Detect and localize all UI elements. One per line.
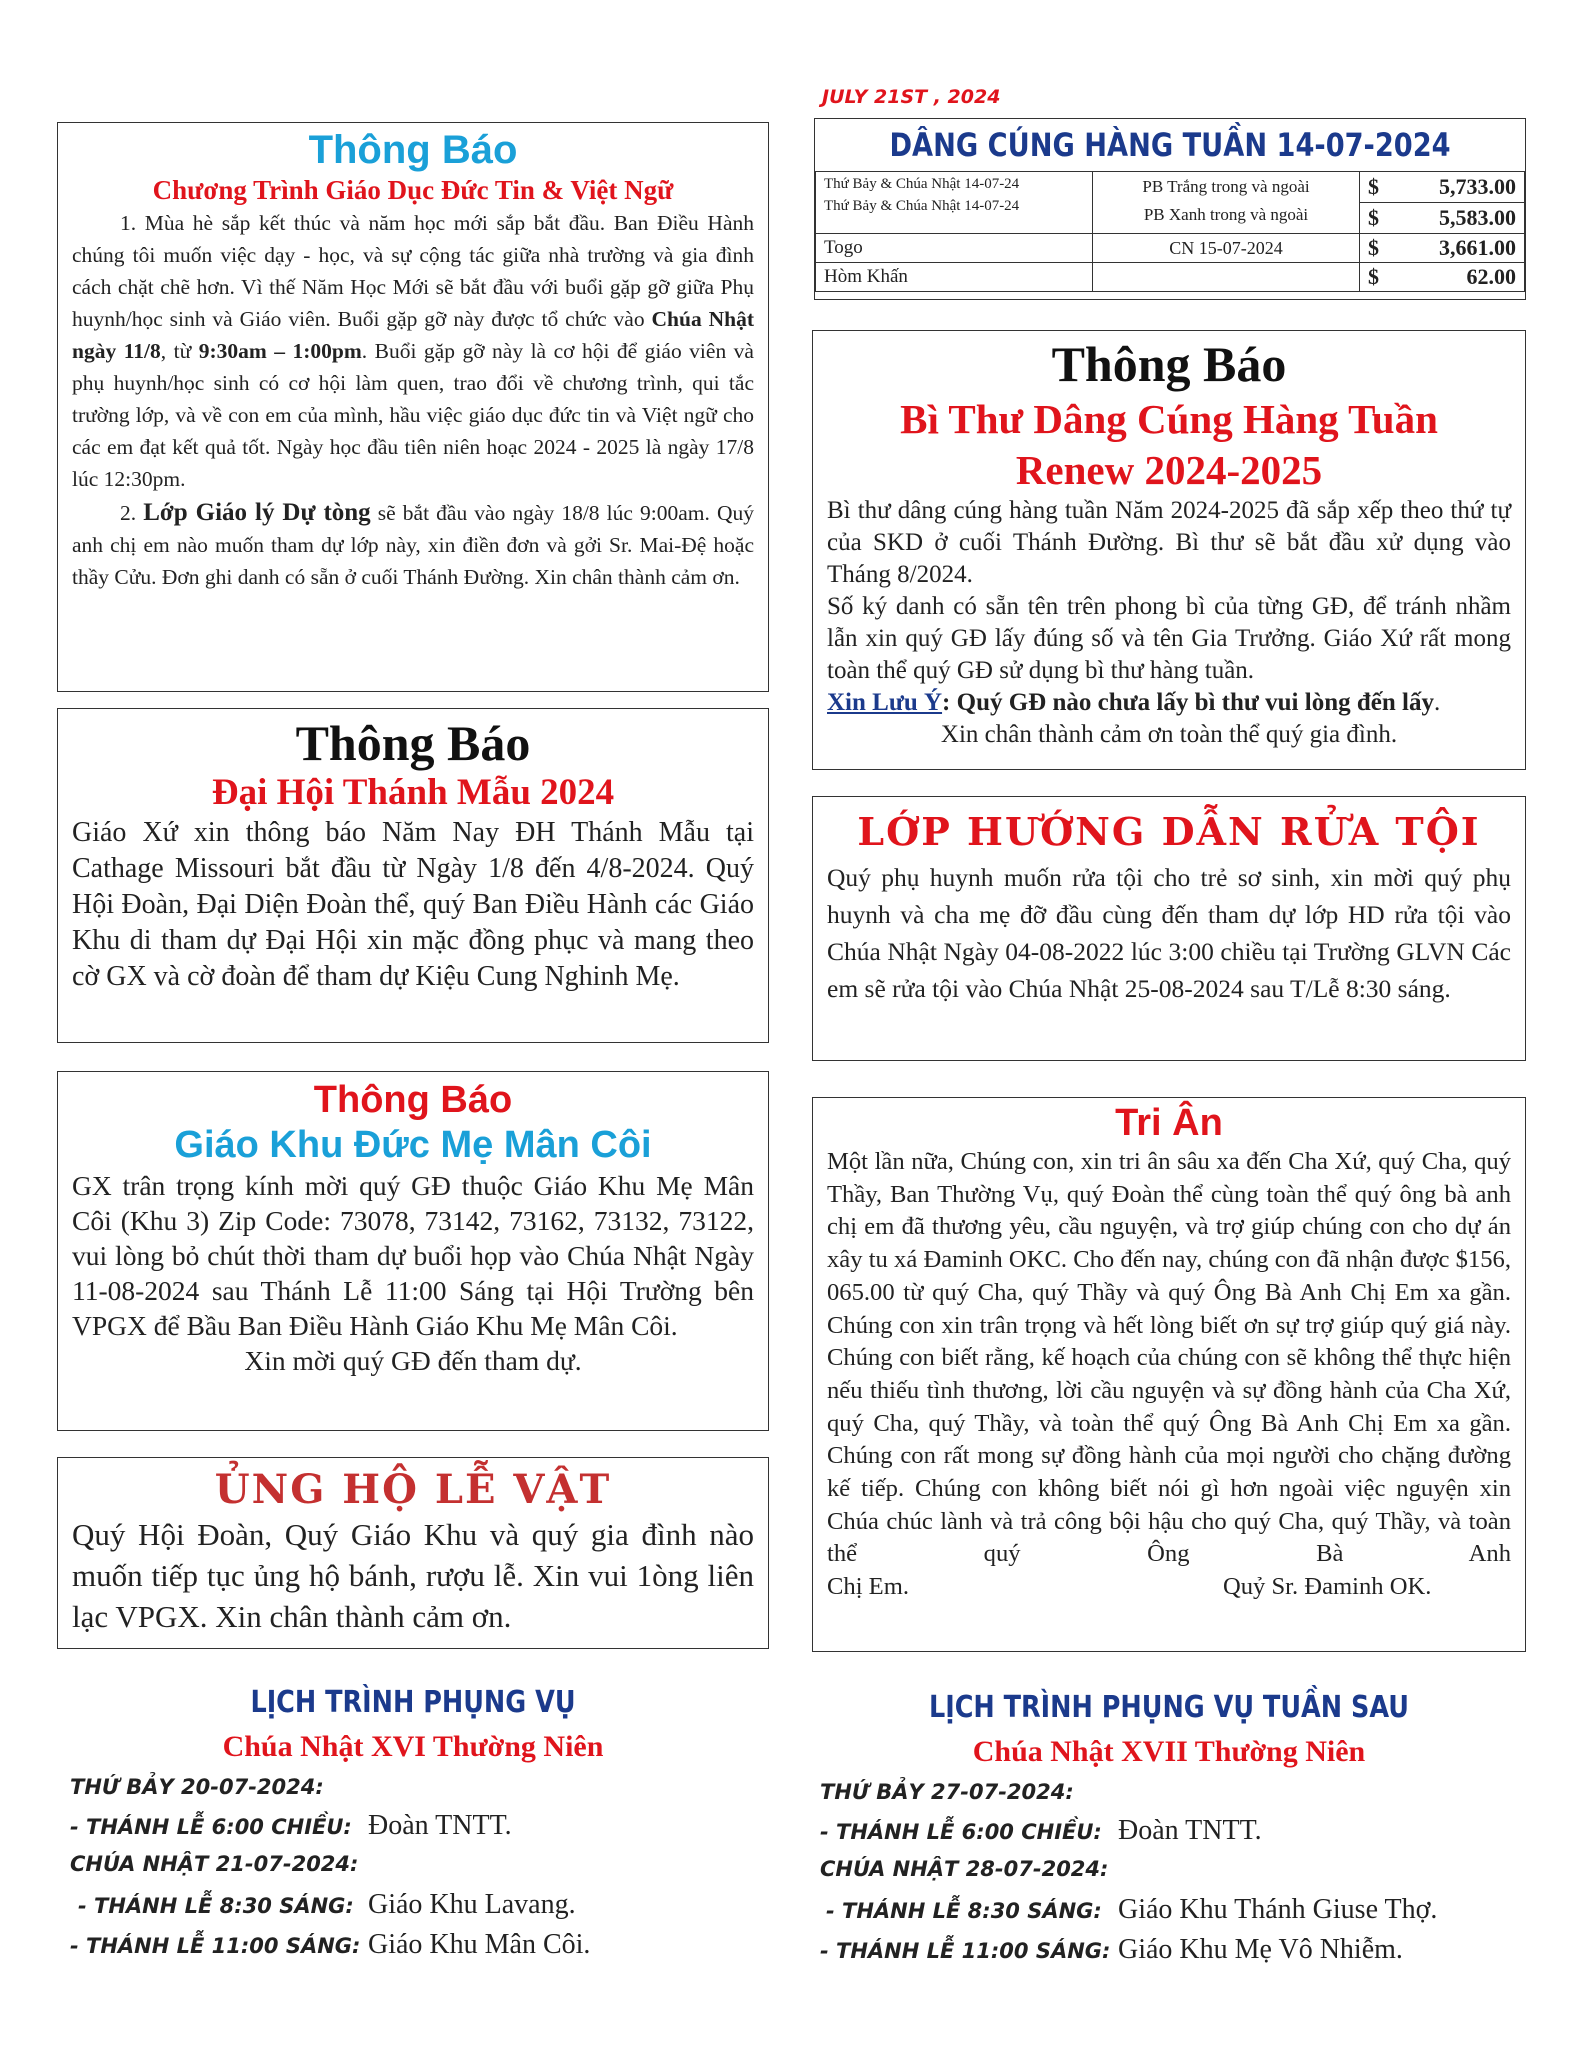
donation-row2-type: PB Xanh trong và ngoài (1143, 205, 1309, 224)
donation-row3-type: CN 15-07-2024 (1093, 234, 1360, 263)
envelope-paragraph-1: Bì thư dâng cúng hàng tuần Năm 2024-2025 đã sắp xếp theo thứ tự của SKD ở cuối Thánh Đường. Bì thư sẽ bắt đầu xử dụng vào Tháng 8/2024. (827, 497, 1511, 588)
gratitude-last-line: Chị Em. (827, 1573, 909, 1601)
offerings-announcement (57, 1457, 769, 1649)
schedule-left-mass2-value: Giáo Khu Lavang. (368, 1889, 576, 1920)
baptism-class-text: Quý phụ huynh muốn rửa tội cho trẻ sơ sinh, xin mời quý phụ huynh và cha mẹ đỡ đầu cùng đến tham dự lớp HD rửa tội vào Chúa Nhật Ngày 04-08-2022 lúc 3:00 chiều tại Trường GLVN Các em sẽ rửa tội vào Chúa Nhật 25-08-2024 sau T/Lễ 8:30 sáng. (827, 863, 1511, 1003)
donation-row4-type (1093, 263, 1360, 292)
donation-row3-amount: 3,661.00 (1439, 235, 1516, 260)
envelope-note-text: : Quý GĐ nào chưa lấy bì thư vui lòng đến lấy (942, 689, 1434, 716)
envelope-subtitle-1: Bì Thư Dâng Cúng Hàng Tuần (900, 396, 1438, 442)
donation-row3-label: Togo (816, 234, 1093, 263)
gratitude-announcement (812, 1097, 1526, 1652)
table-row (816, 263, 1525, 292)
schedule-right-mass3-label: - THÁNH LỄ 11:00 SÁNG: (820, 1939, 1111, 1963)
marian-days-text: Giáo Xứ xin thông báo Năm Nay ĐH Thánh Mẫu tại Cathage Missouri bắt đầu từ Ngày 1/8 đến 4/8-2024. Quý Hội Đoàn, Đại Diện Đoàn thể, quý Ban Điều Hành các Giáo Khu di tham dự Đại Hội xin mặc đồng phục và mang theo cờ GX và cờ đoàn để tham dự Kiệu Cung Nghinh Mẹ. (72, 817, 754, 992)
schedule-right-mass2-label: - THÁNH LỄ 8:30 SÁNG: (826, 1899, 1102, 1923)
schedule-right-mass3-value: Giáo Khu Mẹ Vô Nhiễm. (1118, 1934, 1403, 1965)
education-subtitle: Chương Trình Giáo Dục Đức Tin & Việt Ngữ (152, 175, 674, 205)
schedule-right-title: LỊCH TRÌNH PHỤNG VỤ TUẦN SAU (928, 1690, 1410, 1725)
schedule-left-mass2 (78, 1889, 576, 1921)
donations-table (815, 171, 1525, 292)
currency-sign: $ (1368, 235, 1379, 260)
rosary-zone-closing: Xin mời quý GĐ đến tham dự. (244, 1345, 582, 1376)
schedule-left-mass1 (70, 1810, 512, 1842)
education-p2-class: Lớp Giáo lý Dự tòng (143, 499, 371, 526)
envelope-closing: Xin chân thành cảm ơn toàn thể quý gia đình. (940, 721, 1398, 748)
donation-row2-amount: 5,583.00 (1439, 205, 1516, 230)
education-paragraph-2 (72, 497, 754, 593)
education-p1-text-b: , từ (160, 339, 199, 363)
currency-sign: $ (1368, 205, 1379, 230)
marian-days-announcement (57, 708, 769, 1043)
baptism-class-title: LỚP HƯỚNG DẪN RỬA TỘI (857, 809, 1481, 854)
donation-row1-amount: 5,733.00 (1439, 174, 1516, 199)
table-row (816, 234, 1525, 263)
schedule-left-mass1-label: - THÁNH LỄ 6:00 CHIỀU: (70, 1815, 352, 1839)
donation-row4-label: Hòm Khấn (816, 263, 1093, 292)
education-p1-text-c: . Buổi gặp gỡ này là cơ hội để giáo viên và phụ huynh/học sinh có cơ hội làm quen, trao đổi về chương trình, qui tắc trường lớp, và về con em của mình, hầu việc giáo dục đức tin và Việt ngữ cho các em đạt kết quả tốt. Ngày học đầu tiên niên hoạc 2024 - 2025 là ngày 17/8 lúc 12:30pm. (72, 339, 754, 491)
education-p1-time: 9:30am – 1:00pm (198, 339, 362, 363)
education-p2-text: sẽ bắt đầu vào ngày 18/8 lúc 9:00am. Quý anh chị em nào muốn tham dự lớp này, xin điền đơn và gởi Sr. Mai-Đệ hoặc thầy Cửu. Đơn ghi danh có sẵn ở cuối Thánh Đường. Xin chân thành cảm ơn. (72, 501, 755, 589)
envelope-subtitle-2: Renew 2024-2025 (1015, 447, 1323, 493)
donation-row1-label: Thứ Bảy & Chúa Nhật 14-07-24 (824, 176, 1020, 192)
offerings-text: Quý Hội Đoàn, Quý Giáo Khu và quý gia đình nào muốn tiếp tục ủng hộ bánh, rượu lễ. Xin vui 1òng liên lạc VPGX. Xin chân thành cảm ơn. (72, 1517, 754, 1634)
education-paragraph-1 (72, 207, 754, 495)
donation-row1-type: PB Trắng trong và ngoài (1142, 177, 1310, 196)
schedule-right-mass2 (826, 1894, 1437, 1926)
rosary-zone-subtitle: Giáo Khu Đức Mẹ Mân Côi (174, 1124, 652, 1166)
envelope-announcement (812, 330, 1526, 770)
envelope-note-end: . (1433, 689, 1441, 716)
donation-row2-label: Thứ Bảy & Chúa Nhật 14-07-24 (824, 198, 1020, 214)
table-row (816, 172, 1525, 203)
schedule-left-subtitle: Chúa Nhật XVI Thường Niên (222, 1730, 604, 1763)
schedule-left-mass2-label: - THÁNH LỄ 8:30 SÁNG: (78, 1894, 354, 1918)
schedule-left-mass3-label: - THÁNH LỄ 11:00 SÁNG: (70, 1934, 361, 1958)
rosary-zone-title: Thông Báo (313, 1079, 513, 1121)
schedule-right-subtitle: Chúa Nhật XVII Thường Niên (972, 1735, 1366, 1768)
rosary-zone-text: GX trân trọng kính mời quý GĐ thuộc Giáo Khu Mẹ Mân Côi (Khu 3) Zip Code: 73078, 73142, 73162, 73132, 73122, vui lòng bỏ chút thời tham dự buổi họp vào Chúa Nhật Ngày 11-08-2024 sau Thánh Lễ 11:00 Sáng tại Hội Trường bên VPGX để Bầu Ban Điều Hành Giáo Khu Mẹ Mân Côi. (72, 1170, 754, 1341)
education-title: Thông Báo (308, 128, 518, 172)
schedule-left-mass1-value: Đoàn TNTT. (368, 1810, 512, 1841)
envelope-paragraph-2: Số ký danh có sẵn tên trên phong bì của từng GĐ, để tránh nhầm lẫn xin quý GĐ lấy đúng số và tên Gia Trưởng. Giáo Xứ rất mong toàn thể quý GĐ sử dụng bì thư hàng tuần. (827, 593, 1511, 684)
gratitude-title: Tri Ân (1115, 1102, 1223, 1144)
currency-sign: $ (1368, 264, 1379, 289)
schedule-right-day1: THỨ BẢY 27-07-2024: (820, 1780, 1074, 1804)
envelope-note (827, 687, 1511, 719)
schedule-left-day1: THỨ BẢY 20-07-2024: (70, 1775, 324, 1799)
donations-title: DÂNG CÚNG HÀNG TUẦN 14-07-2024 (889, 126, 1451, 164)
schedule-right-mass1-label: - THÁNH LỄ 6:00 CHIỀU: (820, 1820, 1102, 1844)
schedule-right-mass2-value: Giáo Khu Thánh Giuse Thợ. (1118, 1894, 1438, 1925)
schedule-left-title: LỊCH TRÌNH PHỤNG VỤ (250, 1685, 576, 1720)
schedule-right-mass3 (820, 1934, 1403, 1966)
marian-days-subtitle: Đại Hội Thánh Mẫu 2024 (211, 772, 615, 813)
baptism-class-announcement (812, 796, 1526, 1061)
envelope-title: Thông Báo (1051, 336, 1287, 392)
education-p1-text-a: Mùa hè sắp kết thúc và năm học mới sắp bắt đầu. Ban Điều Hành chúng tôi muốn việc dạy - học, và sự cộng tác giữa nhà trường và gia đình cách chặt chẽ hơn. Vì thế Năm Học Mới sẽ bắt đầu với buổi gặp gỡ giữa Phụ huynh/học sinh và Giáo viên. Buổi gặp gỡ này được tổ chức vào (72, 211, 755, 331)
gratitude-footer (827, 1571, 1511, 1604)
education-p2-number: 2. (120, 501, 137, 525)
schedule-left-mass3-value: Giáo Khu Mân Côi. (368, 1929, 591, 1960)
bulletin-date: JULY 21ST , 2024 (822, 86, 1001, 108)
schedule-right-mass1 (820, 1815, 1262, 1847)
gratitude-signature: Quỷ Sr. Đaminh OK. (1223, 1573, 1432, 1601)
weekly-donations (814, 118, 1526, 300)
schedule-right-day2: CHÚA NHẬT 28-07-2024: (820, 1857, 1109, 1881)
education-announcement (57, 122, 769, 692)
schedule-left-day2: CHÚA NHẬT 21-07-2024: (70, 1852, 359, 1876)
currency-sign: $ (1368, 174, 1379, 199)
education-p1-date: Chúa Nhật ngày 11/8 (72, 307, 754, 363)
schedule-left-mass3 (70, 1929, 590, 1961)
schedule-right-mass1-value: Đoàn TNTT. (1118, 1815, 1262, 1846)
marian-days-title: Thông Báo (295, 715, 531, 771)
rosary-zone-announcement (57, 1071, 769, 1431)
gratitude-text: Một lần nữa, Chúng con, xin tri ân sâu xa đến Cha Xứ, quý Cha, quý Thầy, Ban Thường Vụ, quý Đoàn thể cùng toàn thể quý ông bà anh chị em đã thương yêu, cầu nguyện, và trợ giúp chúng con cho dự án xây tu xá Đaminh OKC. Cho đến nay, chúng con đã nhận được $156, 065.00 từ quý Cha, quý Thầy và quý Ông Bà Anh Chị Em xa gần. Chúng con xin trân trọng và hết lòng biết ơn sự trợ giúp quý giá này. Chúng con biết rằng, kế hoạch của chúng con sẽ không thể thực hiện nếu thiếu tình thương, lời cầu nguyện và sự đồng hành của Cha Xứ, quý Cha, quý Thầy, và toàn thể quý Ông Bà Anh Chị Em xa gần. Chúng con rất mong sự đồng hành của mọi người cho chặng đường kế tiếp. Chúng con không biết nói gì hơn ngoài việc nguyện xin Chúa chúc lành và trả công bội hậu cho quý Cha, quý Thầy, và toàn thể quý Ông Bà Anh (827, 1148, 1511, 1568)
education-p1-number: 1. (120, 211, 137, 235)
donation-row4-amount: 62.00 (1466, 264, 1516, 289)
offerings-title: ỦNG HỘ LỄ VẬT (214, 1466, 612, 1513)
envelope-note-label: Xin Lưu Ý (827, 689, 943, 716)
